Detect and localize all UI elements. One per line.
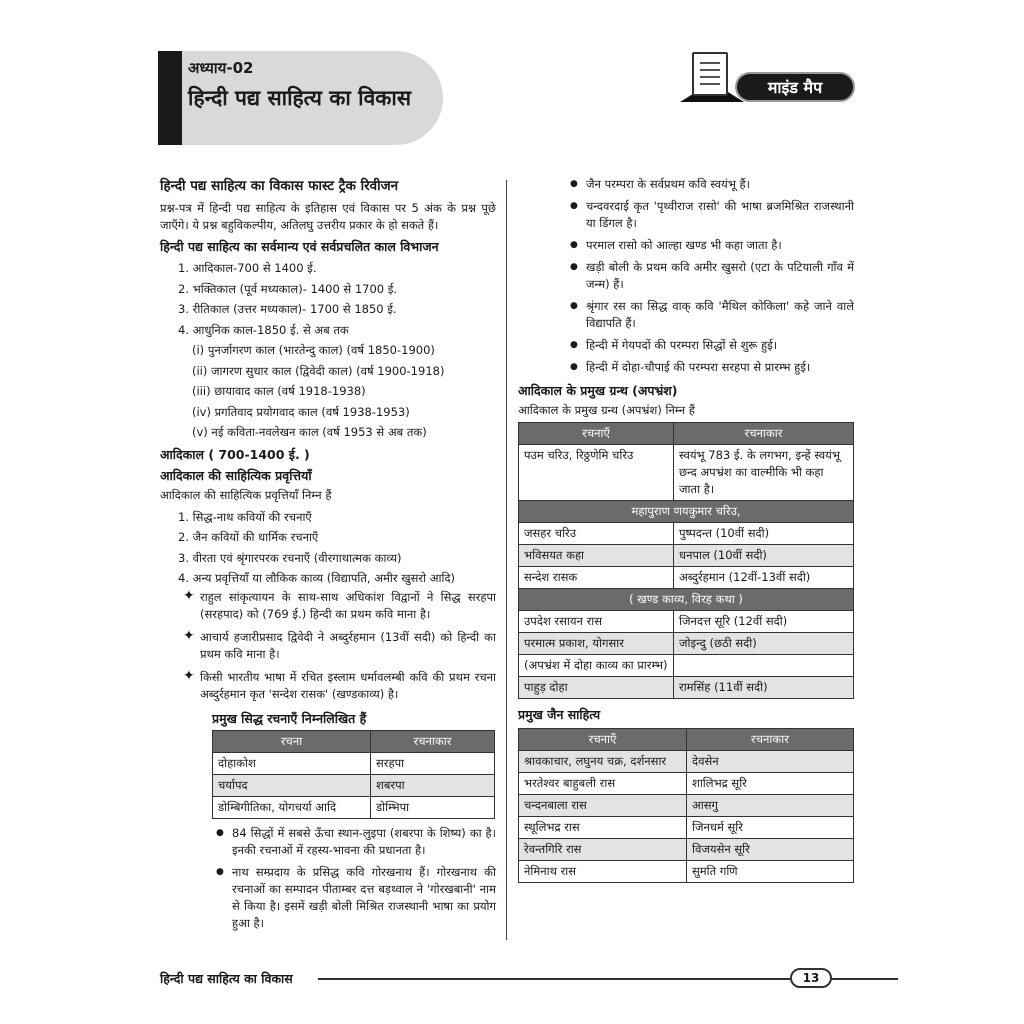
table-cell: उपदेश रसायन रास: [519, 611, 674, 633]
trends-intro: आदिकाल की साहित्यिक प्रवृत्तियाँ निम्न हैं: [160, 487, 332, 502]
list-item: 4. अन्य प्रवृत्तियाँ या लौकिक काव्य (विद्यापति, अमीर खुसरो आदि): [178, 571, 456, 585]
table-band-row: [519, 589, 854, 611]
table-header: रचनाएँ: [519, 423, 674, 445]
table-cell: [674, 655, 854, 677]
list-item: ✦ राहुल सांकृत्यायन के साथ-साथ अधिकांश विद्वानों ने सिद्ध सरहपा (सरहपाद) को (769 ई.) हिन्दी का प्रथम कवि माना है।: [178, 589, 496, 623]
trends-heading: आदिकाल की साहित्यिक प्रवृत्तियाँ: [160, 467, 312, 483]
table-cell: सरहपा: [371, 752, 495, 774]
table-header: रचनाकार: [674, 423, 854, 445]
table-cell: जसहर चरिउ: [519, 523, 674, 545]
list-item: (v) नई कविता-नवलेखन काल (वर्ष 1953 से अब तक): [192, 425, 427, 439]
list-item: 1. सिद्ध-नाथ कवियों की रचनाएँ: [178, 509, 312, 524]
list-item: 2. जैन कवियों की धार्मिक रचनाएँ: [178, 530, 319, 544]
table-cell: भरतेश्वर बाहुबली रास: [519, 773, 687, 795]
table-cell: देवसेन: [687, 751, 854, 773]
table-cell: रेवन्तगिरि रास: [519, 839, 687, 861]
adikal-heading: आदिकाल ( 700-1400 ई. ): [160, 446, 310, 462]
table-row: [213, 796, 495, 818]
jain-heading: प्रमुख जैन साहित्य: [518, 707, 601, 722]
list-item: (iv) प्रगतिवाद प्रयोगवाद काल (वर्ष 1938-1953): [192, 404, 410, 419]
table-row: [519, 633, 854, 655]
table-row: [519, 861, 854, 883]
table-cell: अब्दुर्रहमान (12वीं-13वीं सदी): [674, 567, 854, 589]
table-cell: डोम्भिपा: [371, 796, 495, 818]
section-heading: हिन्दी पद्य साहित्य का विकास फास्ट ट्रैक रिवीजन: [160, 178, 399, 194]
table-cell: धनपाल (10वीं सदी): [674, 545, 854, 567]
granth-intro: आदिकाल के प्रमुख ग्रन्थ (अपभ्रंश) निम्न हैं: [518, 403, 695, 417]
footer-title: हिन्दी पद्य साहित्य का विकास: [160, 971, 293, 986]
table-cell: नेमिनाथ रास: [519, 861, 687, 883]
list-item: ● श्रृंगार रस का सिद्ध वाक् कवि 'मैथिल कोकिला' कहे जाने वाले विद्यापति हैं।: [566, 298, 854, 332]
table-row: [519, 655, 854, 677]
table-row: [519, 567, 854, 589]
table-cell: सन्देश रासक: [519, 567, 674, 589]
table-cell: आसगु: [687, 795, 854, 817]
trends-list: [160, 507, 496, 589]
table-cell: चन्दनबाला रास: [519, 795, 687, 817]
table-cell: शबरपा: [371, 774, 495, 796]
table-row: [519, 817, 854, 839]
bullet-list: [212, 825, 496, 932]
list-item: (i) पुनर्जागरण काल (भारतेन्दु काल) (वर्ष 1850-1900): [192, 343, 435, 357]
chapter-number: अध्याय-02: [188, 59, 254, 77]
table-band-row: [519, 501, 854, 523]
table-cell: जोइन्दु (छठी सदी): [674, 633, 854, 655]
checklist-icon: [692, 52, 728, 96]
table-cell: डोम्बिगीतिका, योगचर्या आदि: [213, 796, 371, 818]
table-cell: शालिभद्र सूरि: [687, 773, 854, 795]
list-item: 1. आदिकाल-700 से 1400 ई.: [178, 261, 317, 275]
table-header: रचनाकार: [371, 730, 495, 752]
granth-table: [518, 422, 854, 699]
table-row: [519, 523, 854, 545]
table-header: रचना: [213, 730, 371, 752]
list-item: 3. रीतिकाल (उत्तर मध्यकाल)- 1700 से 1850 ई.: [178, 302, 397, 316]
period-list: [160, 258, 496, 443]
table-cell: सुमति गणि: [687, 861, 854, 883]
period-heading: हिन्दी पद्य साहित्य का सर्वमान्य एवं सर्वप्रचलित काल विभाजन: [160, 239, 439, 254]
table-cell: महापुराण णयकुमार चरिउ,: [519, 501, 854, 523]
page-number: 13: [790, 968, 832, 988]
table-cell: श्रावकाचार, लघुनय चक्र, दर्शनसार: [519, 751, 687, 773]
table-row: [519, 773, 854, 795]
list-item: ● 84 सिद्धों में सबसे ऊँचा स्थान-लुइपा (शबरपा के शिष्य) का है। इनकी रचनाओं में रहस्य-भावना की प्रधानता है।: [212, 825, 496, 859]
table-cell: चर्यापद: [213, 774, 371, 796]
table-cell: (अपभ्रंश में दोहा काव्य का प्रारम्भ): [519, 655, 674, 677]
bullet-list: [566, 176, 854, 376]
table-row: [519, 751, 854, 773]
left-column: [160, 176, 496, 937]
jain-table: [518, 728, 854, 883]
list-item: 2. भक्तिकाल (पूर्व मध्यकाल)- 1400 से 1700 ई.: [178, 281, 398, 296]
list-item: ● चन्दवरदाई कृत 'पृथ्वीराज रासो' की भाषा ब्रजमिश्रित राजस्थानी या डिंगल है।: [566, 198, 854, 232]
table-cell: ( खण्ड काव्य, विरह कथा ): [519, 589, 854, 611]
table-row: [519, 445, 854, 501]
list-item: 4. आधुनिक काल-1850 ई. से अब तक: [178, 322, 349, 337]
chapter-bar: [158, 51, 182, 145]
table-cell: पुष्पदन्त (10वीं सदी): [674, 523, 854, 545]
table-cell: जिनदत्त सूरि (12वीं सदी): [674, 611, 854, 633]
list-item: ● हिन्दी में गेयपदों की परम्परा सिद्धों से शुरू हुई।: [566, 337, 854, 354]
table-cell: स्थूलिभद्र रास: [519, 817, 687, 839]
table-cell: दोहाकोश: [213, 752, 371, 774]
star-list: [178, 589, 496, 703]
right-column: [518, 176, 854, 883]
granth-heading: आदिकाल के प्रमुख ग्रन्थ (अपभ्रंश): [518, 383, 678, 398]
list-item: 3. वीरता एवं श्रृंगारपरक रचनाएँ (वीरगाथात्मक काव्य): [178, 550, 402, 565]
table-cell: रामसिंह (11वीं सदी): [674, 677, 854, 699]
siddha-heading: प्रमुख सिद्ध रचनाएँ निम्नलिखित हैं: [212, 710, 367, 726]
table-cell: परमात्म प्रकाश, योगसार: [519, 633, 674, 655]
chapter-title: हिन्दी पद्य साहित्य का विकास: [188, 86, 412, 110]
list-item: ● खड़ी बोली के प्रथम कवि अमीर खुसरो (एटा के पटियाली गाँव में जन्म) हैं।: [566, 259, 854, 293]
table-row: [213, 752, 495, 774]
table-cell: विजयसेन सूरि: [687, 839, 854, 861]
mind-map-badge: [680, 52, 855, 102]
list-item: ● नाथ सम्प्रदाय के प्रसिद्ध कवि गोरखनाथ हैं। गोरखनाथ की रचनाओं का सम्पादन पीताम्बर दत्त बड़थ्वाल ने 'गोरखबानी' नाम से किया है। इसमें खड़ी बोली मिश्रित राजस्थानी भाषा का प्रयोग हुआ है।: [212, 864, 496, 932]
table-row: [213, 774, 495, 796]
table-cell: भविसयत कहा: [519, 545, 674, 567]
table-row: [519, 611, 854, 633]
list-item: (ii) जागरण सुधार काल (द्विवेदी काल) (वर्ष 1900-1918): [192, 363, 445, 378]
table-cell: जिनधर्म सूरि: [687, 817, 854, 839]
table-row: [519, 545, 854, 567]
column-divider: [506, 180, 507, 940]
intro-paragraph: प्रश्न-पत्र में हिन्दी पद्य साहित्य के इतिहास एवं विकास पर 5 अंक के प्रश्न पूछे जाएँगे। ये प्रश्न बहुविकल्पीय, अतिलघु उत्तरीय प्रकार के हो सकते हैं।: [160, 201, 496, 232]
list-item: ● जैन परम्परा के सर्वप्रथम कवि स्वयंभू हैं।: [566, 176, 854, 193]
table-cell: पउम चरिउ, रिठ्ठणेमि चरिउ: [519, 445, 674, 501]
table-row: [519, 795, 854, 817]
table-cell: स्वयंभू 783 ई. के लगभग, इन्हें स्वयंभू छन्द अपभ्रंश का वाल्मीकि भी कहा जाता है।: [674, 445, 854, 501]
siddha-table: [212, 730, 495, 819]
table-row: [519, 677, 854, 699]
list-item: ✦ किसी भारतीय भाषा में रचित इस्लाम धर्मावलम्बी कवि की प्रथम रचना अब्दुर्रहमान कृत 'सन्देश रासक' (खण्डकाव्य) है।: [178, 669, 496, 703]
list-item: ✦ आचार्य हजारीप्रसाद द्विवेदी ने अब्दुर्रहमान (13वीं सदी) को हिन्दी का प्रथम कवि माना है।: [178, 629, 496, 663]
list-item: ● हिन्दी में दोहा-चौपाई की परम्परा सरहपा से प्रारम्भ हुई।: [566, 359, 854, 376]
table-cell: पाहुड़ दोहा: [519, 677, 674, 699]
table-header: रचनाकार: [687, 729, 854, 751]
table-header: रचनाएँ: [519, 729, 687, 751]
list-item: ● परमाल रासो को आल्हा खण्ड भी कहा जाता है।: [566, 237, 854, 254]
table-row: [519, 839, 854, 861]
list-item: (iii) छायावाद काल (वर्ष 1918-1938): [192, 384, 366, 398]
mind-map-label: माइंड मैप: [735, 72, 855, 102]
